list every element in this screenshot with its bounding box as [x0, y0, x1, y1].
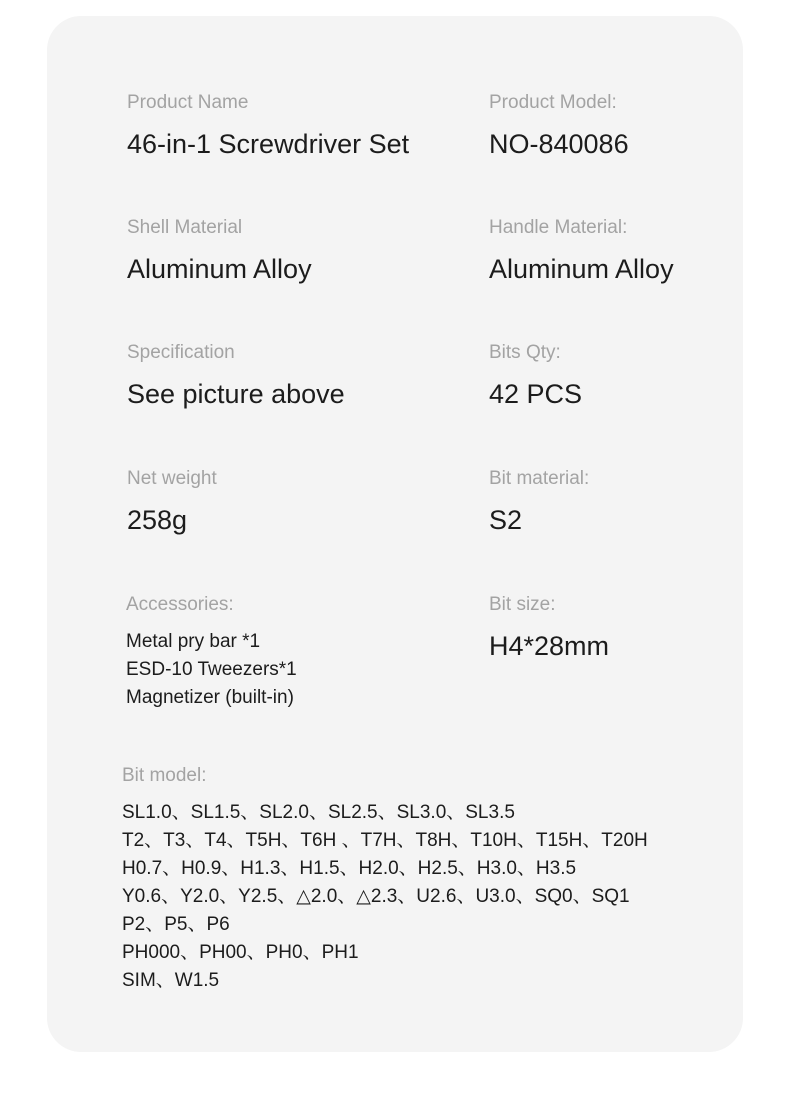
spec-handle-material [489, 217, 674, 285]
spec-label: Shell Material [127, 217, 243, 238]
list-item: Magnetizer (built-in) [126, 687, 294, 708]
list-item: Metal pry bar *1 [126, 631, 261, 652]
spec-shell-material [127, 217, 312, 285]
spec-bit-material [489, 468, 589, 536]
spec-value: Aluminum Alloy [489, 254, 674, 284]
list-item: SL1.0、SL1.5、SL2.0、SL2.5、SL3.0、SL3.5 [122, 802, 515, 823]
list-item: P2、P5、P6 [122, 914, 230, 935]
spec-accessories [126, 594, 297, 712]
list-item: T2、T3、T4、T5H、T6H 、T7H、T8H、T10H、T15H、T20H [122, 830, 648, 851]
spec-product-model [489, 92, 629, 160]
bit-model-section [122, 765, 648, 995]
spec-label: Bit material: [489, 468, 590, 489]
spec-bit-size [489, 594, 609, 662]
spec-value: 46-in-1 Screwdriver Set [127, 129, 410, 159]
spec-label: Product Name [127, 92, 249, 113]
spec-label: Accessories: [126, 594, 234, 615]
list-item: ESD-10 Tweezers*1 [126, 659, 297, 680]
spec-value: Aluminum Alloy [127, 254, 312, 284]
spec-product-name [127, 92, 409, 160]
list-item: H0.7、H0.9、H1.3、H1.5、H2.0、H2.5、H3.0、H3.5 [122, 858, 577, 879]
spec-label: Handle Material: [489, 217, 628, 238]
spec-value: See picture above [127, 379, 345, 409]
spec-value: 258g [127, 505, 188, 535]
bit-model-label: Bit model: [122, 765, 207, 786]
spec-net-weight [127, 468, 217, 536]
list-item: SIM、W1.5 [122, 970, 220, 991]
list-item: Y0.6、Y2.0、Y2.5、△2.0、△2.3、U2.6、U3.0、SQ0、SQ1 [122, 886, 630, 907]
bit-model-list [122, 799, 648, 995]
spec-label: Product Model: [489, 92, 617, 113]
spec-label: Specification [127, 342, 235, 363]
spec-value: NO-840086 [489, 129, 629, 159]
spec-specification [127, 342, 345, 410]
spec-value: H4*28mm [489, 631, 610, 661]
spec-label: Bit size: [489, 594, 556, 615]
spec-label: Net weight [127, 468, 217, 489]
list-item: PH000、PH00、PH0、PH1 [122, 942, 359, 963]
spec-bits-qty [489, 342, 582, 410]
accessories-list [126, 628, 297, 712]
spec-label: Bits Qty: [489, 342, 561, 363]
spec-value: S2 [489, 505, 523, 535]
spec-value: 42 PCS [489, 379, 583, 409]
